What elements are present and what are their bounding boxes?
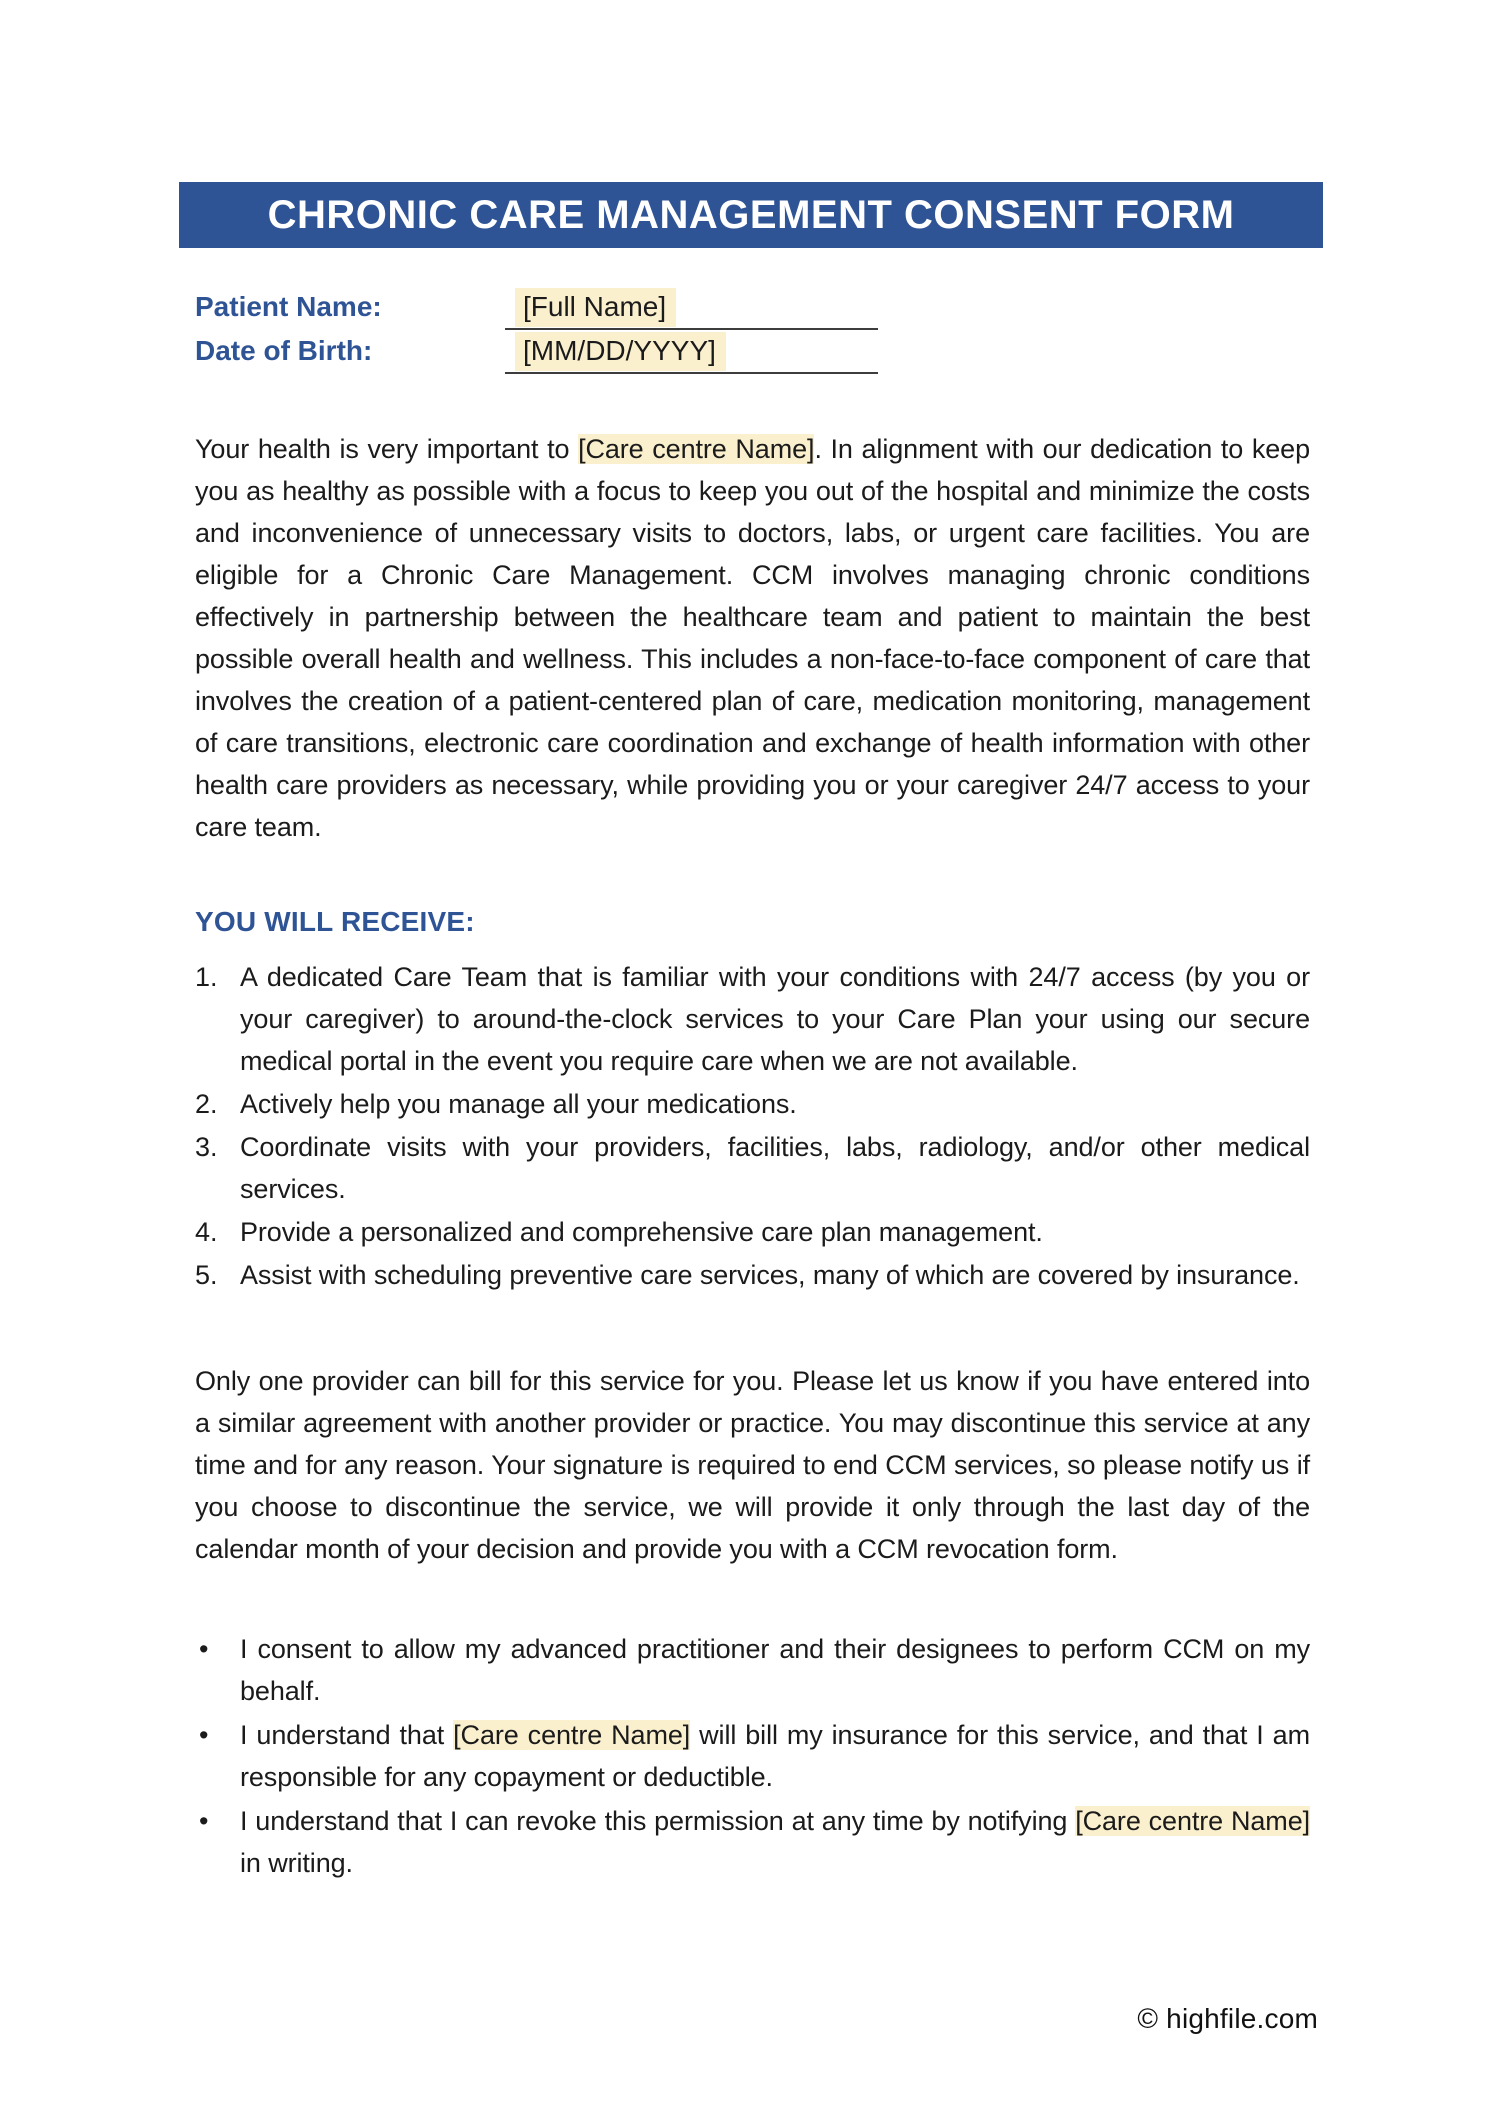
- date-of-birth-input[interactable]: [505, 332, 878, 374]
- text-segment: I understand that: [240, 1720, 454, 1750]
- bullet-icon: •: [199, 1806, 209, 1836]
- text-segment: Your health is very important to: [195, 434, 579, 464]
- text-segment: in writing.: [240, 1848, 353, 1878]
- receive-item: [195, 1126, 1310, 1210]
- billing-paragraph: Only one provider can bill for this service for you. Please let us know if you have entered into a similar agreement with another provider or practice. You may discontinue this service at any time and for any reason. Your signature is required to end CCM services, so please notify us if you choose to discontinue the service, we will provide it only through the last day of the calendar month of your decision and provide you with a CCM revocation form.: [195, 1366, 1310, 1564]
- receive-item: [195, 1254, 1310, 1296]
- item-text: Actively help you manage all your medications.: [240, 1089, 797, 1119]
- item-text: Provide a personalized and comprehensive care plan management.: [240, 1217, 1043, 1247]
- patient-name-label: Patient Name:: [195, 291, 382, 322]
- consent-list: [195, 1628, 1310, 1886]
- highlighted-placeholder[interactable]: [Care centre Name]: [453, 1720, 691, 1750]
- text-segment: I consent to allow my advanced practitioner and their designees to perform CCM on my behalf.: [240, 1634, 1310, 1706]
- date-of-birth-placeholder[interactable]: [MM/DD/YYYY]: [515, 332, 726, 371]
- item-number: 5.: [195, 1260, 218, 1290]
- item-text: Assist with scheduling preventive care services, many of which are covered by insurance.: [240, 1260, 1300, 1290]
- text-segment: will bill my insurance for this service, and that I am responsible for any copayment or deductible.: [240, 1720, 1310, 1792]
- consent-text: [240, 1714, 1310, 1798]
- title-banner: [179, 182, 1323, 248]
- intro-paragraph: [195, 428, 1310, 848]
- item-number: 2.: [195, 1089, 218, 1119]
- date-of-birth-row: [195, 332, 1310, 376]
- receive-list: [195, 956, 1310, 1297]
- receive-heading: YOU WILL RECEIVE:: [195, 906, 475, 937]
- consent-text: [240, 1628, 1310, 1712]
- consent-item: [195, 1714, 1310, 1798]
- patient-info-section: [195, 288, 1310, 376]
- receive-item: [195, 956, 1310, 1082]
- item-text: A dedicated Care Team that is familiar with your conditions with 24/7 access (by you or your caregiver) to around-the-clock services to your Care Plan your using our secure medical portal in the event you require care when we are not available.: [240, 962, 1310, 1076]
- highlighted-placeholder[interactable]: [Care centre Name]: [578, 434, 815, 464]
- bullet-icon: •: [199, 1634, 209, 1664]
- receive-item: [195, 1211, 1310, 1253]
- patient-name-input[interactable]: [505, 288, 878, 330]
- receive-item: [195, 1083, 1310, 1125]
- item-number: 3.: [195, 1132, 218, 1162]
- item-text: Coordinate visits with your providers, facilities, labs, radiology, and/or other medical services.: [240, 1132, 1310, 1204]
- consent-item: [195, 1800, 1310, 1884]
- patient-name-placeholder[interactable]: [Full Name]: [515, 288, 676, 327]
- consent-text: [240, 1800, 1310, 1884]
- date-of-birth-label: Date of Birth:: [195, 335, 373, 366]
- footer-credit: © highfile.com: [1137, 2003, 1318, 2034]
- text-segment: . In alignment with our dedication to keep you as healthy as possible with a focus to keep you out of the hospital and minimize the costs and inconvenience of unnecessary visits to doctors, labs, or urgent care facilities. You are eligible for a Chronic Care Management. CCM involves managing chronic conditions effectively in partnership between the healthcare team and patient to maintain the best possible overall health and wellness. This includes a non-face-to-face component of care that involves the creation of a patient-centered plan of care, medication monitoring, management of care transitions, electronic care coordination and exchange of health information with other health care providers as necessary, while providing you or your caregiver 24/7 access to your care team.: [195, 434, 1310, 842]
- highlighted-placeholder[interactable]: [Care centre Name]: [1075, 1806, 1311, 1836]
- consent-item: [195, 1628, 1310, 1712]
- form-title: CHRONIC CARE MANAGEMENT CONSENT FORM: [267, 192, 1235, 237]
- item-number: 4.: [195, 1217, 218, 1247]
- item-number: 1.: [195, 962, 218, 992]
- bullet-icon: •: [199, 1720, 209, 1750]
- patient-name-row: [195, 288, 1310, 332]
- text-segment: I understand that I can revoke this permission at any time by notifying: [240, 1806, 1076, 1836]
